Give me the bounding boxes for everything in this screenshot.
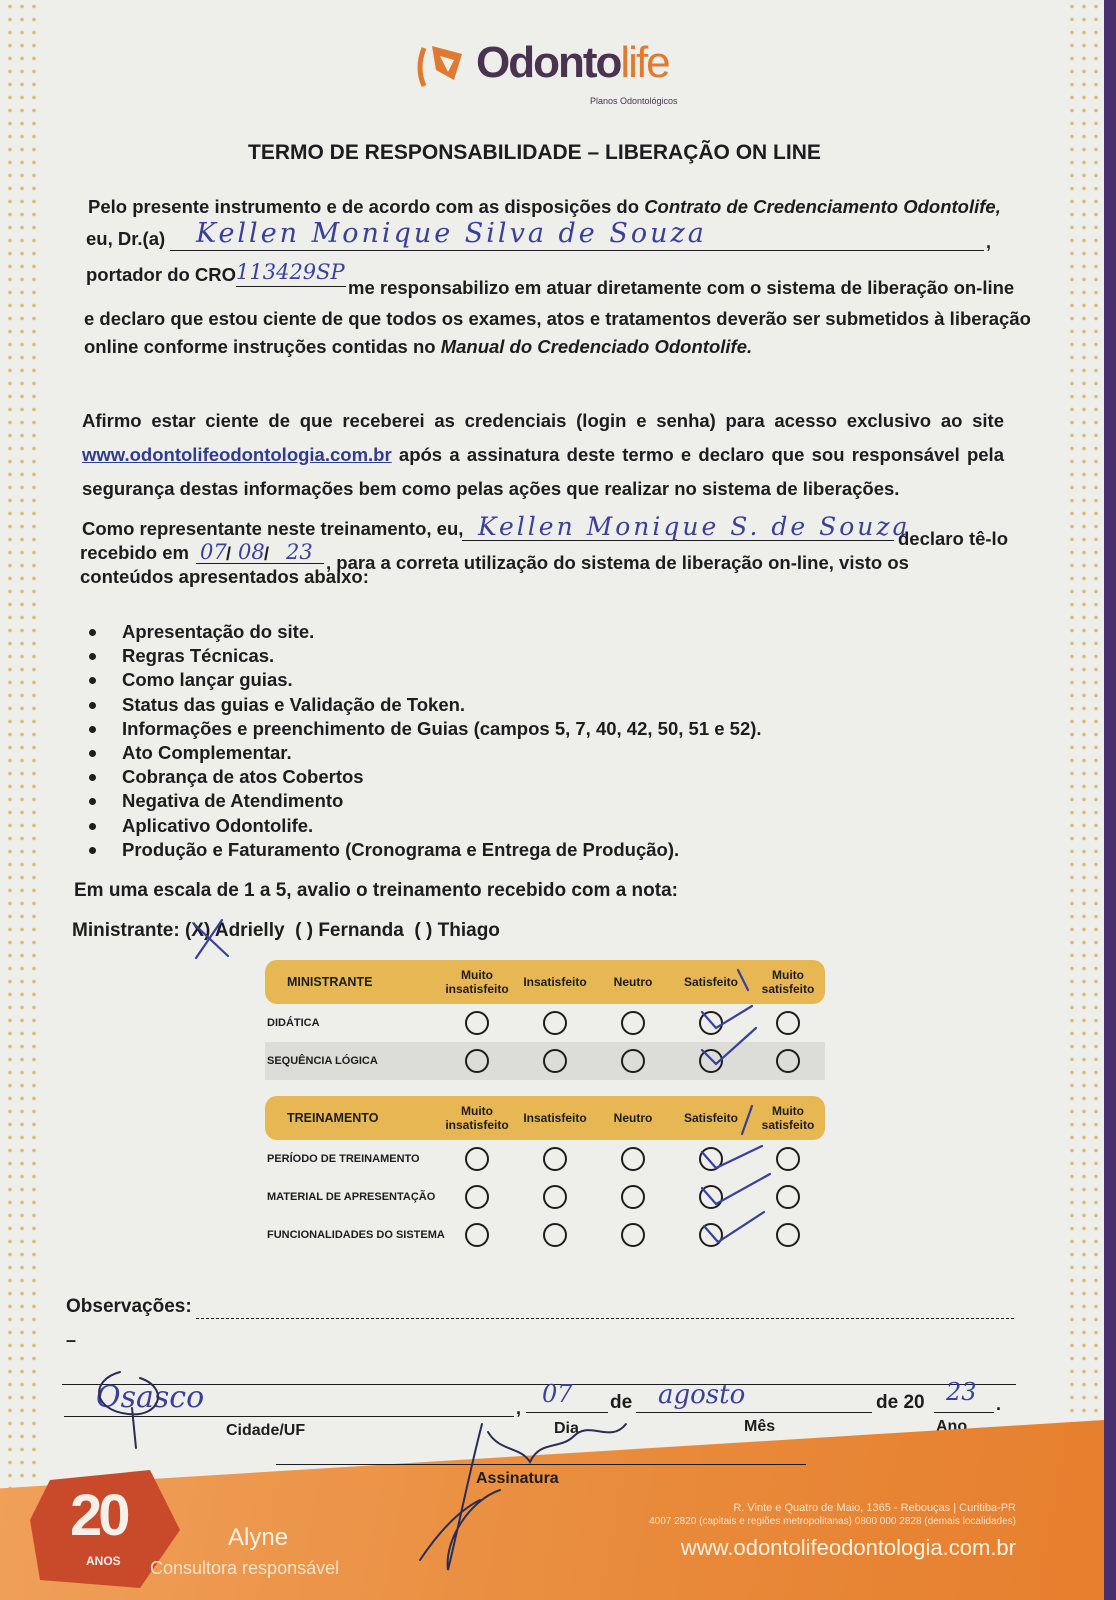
table-title: MINISTRANTE xyxy=(287,975,373,989)
table-row xyxy=(265,1140,825,1178)
radio-option[interactable] xyxy=(465,1147,489,1171)
para3-line3: conteúdos apresentados abaixo: xyxy=(80,566,369,587)
brand-tagline: Planos Odontológicos xyxy=(590,96,678,106)
row-label: DIDÁTICA xyxy=(267,1017,320,1029)
brand-name-part1: Odonto xyxy=(476,38,621,87)
radio-option[interactable] xyxy=(776,1223,800,1247)
sig-year-handwritten: 23 xyxy=(946,1378,977,1406)
brand-logo xyxy=(414,36,714,116)
row-label: PERÍODO DE TREINAMENTO xyxy=(267,1153,420,1165)
col-insatisfeito: Insatisfeito xyxy=(523,1111,587,1125)
para2-line1: Afirmo estar ciente de que receberei as credenciais (login e senha) para acesso exclusivo ao site xyxy=(82,410,1004,431)
radio-option[interactable] xyxy=(543,1011,567,1035)
radio-option[interactable] xyxy=(621,1049,645,1073)
row-label: MATERIAL DE APRESENTAÇÃO xyxy=(267,1191,436,1203)
para1-line4: e declaro que estou ciente de que todos os exames, atos e tratamentos deverão ser submetidos à liberação xyxy=(84,308,1031,329)
doctor-name-handwritten: Kellen Monique Silva de Souza xyxy=(196,218,707,249)
month-line xyxy=(636,1412,872,1413)
para1-line2-label: eu, Dr.(a) xyxy=(86,228,166,249)
para2-line2-text: após a assinatura deste termo e declaro que sou responsável pela xyxy=(391,444,1004,465)
para3-line2-label: recebido em xyxy=(80,542,189,563)
footer-site[interactable]: www.odontolifeodontologia.com.br xyxy=(680,1535,1016,1560)
ministrante-rating-table xyxy=(265,960,825,1080)
doctor-name-line xyxy=(170,250,984,251)
observacoes-dash: – xyxy=(66,1330,77,1350)
year-line xyxy=(934,1412,994,1413)
radio-option-selected[interactable] xyxy=(699,1185,723,1209)
month-label: Mês xyxy=(744,1418,776,1435)
table-row xyxy=(265,1042,825,1080)
para1-line5-text: online conforme instruções contidas no xyxy=(84,336,441,357)
para2-line2 xyxy=(82,444,1004,466)
option-fernanda: Fernanda xyxy=(313,920,404,941)
footer-phones: 4007 2820 (capitais e regiões metropolitanas) 0800 000 2828 (demais localidades) xyxy=(649,1516,1016,1527)
scale-instruction: Em uma escala de 1 a 5, avalio o treinamento recebido com a nota: xyxy=(74,880,678,901)
topic-item: Apresentação do site. xyxy=(86,620,762,644)
table-row xyxy=(265,1216,825,1254)
option-adrielly: Adrielly xyxy=(210,920,285,941)
observacoes-label: Observações: xyxy=(66,1296,192,1317)
radio-option[interactable] xyxy=(465,1011,489,1035)
radio-option[interactable] xyxy=(465,1049,489,1073)
radio-option-selected[interactable] xyxy=(699,1223,723,1247)
col-muito-insatisfeito: Muito insatisfeito xyxy=(445,1104,509,1132)
radio-option[interactable] xyxy=(621,1223,645,1247)
option-thiago: Thiago xyxy=(432,920,500,941)
radio-option[interactable] xyxy=(543,1185,567,1209)
radio-option[interactable] xyxy=(621,1147,645,1171)
sig-de-2: de 20 xyxy=(876,1392,925,1413)
document-title: TERMO DE RESPONSABILIDADE – LIBERAÇÃO ON LINE xyxy=(248,141,821,164)
logo-mark-icon xyxy=(414,40,474,94)
para1-line2-end: , xyxy=(986,232,992,252)
cro-line xyxy=(236,286,346,287)
topic-item: Status das guias e Validação de Token. xyxy=(86,693,762,717)
brand-name-part2: life xyxy=(620,38,669,87)
radio-option[interactable] xyxy=(776,1147,800,1171)
ministrante-options xyxy=(72,920,500,942)
sig-de-1: de xyxy=(610,1392,633,1413)
col-insatisfeito: Insatisfeito xyxy=(523,975,587,989)
treinamento-rating-table xyxy=(265,1096,825,1254)
para3-line2-text: , para a correta utilização do sistema de liberação on-line, visto os xyxy=(326,552,909,573)
sig-comma: , xyxy=(516,1398,522,1418)
topic-item: Produção e Faturamento (Cronograma e Entrega de Produção). xyxy=(86,838,762,862)
topic-item: Regras Técnicas. xyxy=(86,644,762,668)
topic-item: Negativa de Atendimento xyxy=(86,789,762,813)
para1-line3-label: portador do CRO xyxy=(86,264,237,285)
date-sep-1: / xyxy=(226,544,232,564)
consultant-name: Alyne xyxy=(228,1524,289,1551)
topics-list xyxy=(86,620,762,862)
option-adrielly-mark[interactable]: (X) xyxy=(184,920,211,941)
footer-address: R. Vinte e Quatro de Maio, 1365 - Rebouças | Curitiba-PR xyxy=(733,1502,1016,1514)
para1-line3-text: me responsabilizo em atuar diretamente com o sistema de liberação on-line xyxy=(348,277,1015,298)
table-row xyxy=(265,1004,825,1042)
topic-item: Cobrança de atos Cobertos xyxy=(86,765,762,789)
radio-option[interactable] xyxy=(465,1185,489,1209)
radio-option[interactable] xyxy=(776,1011,800,1035)
radio-option-selected[interactable] xyxy=(699,1147,723,1171)
table-header xyxy=(265,1096,825,1140)
date-year-handwritten: 23 xyxy=(286,540,313,564)
radio-option-selected[interactable] xyxy=(699,1049,723,1073)
day-line xyxy=(526,1412,608,1413)
consultant-role: Consultora responsável xyxy=(150,1558,340,1578)
year-label: Ano xyxy=(936,1418,968,1435)
rep-name-handwritten: Kellen Monique S. de Souza xyxy=(478,512,911,541)
table-header xyxy=(265,960,825,1004)
sig-period: . xyxy=(996,1394,1002,1414)
signature-line xyxy=(276,1464,806,1465)
col-muito-insatisfeito: Muito insatisfeito xyxy=(445,968,509,996)
site-link[interactable]: www.odontolifeodontologia.com.br xyxy=(82,444,392,465)
para1-line1-text: Pelo presente instrumento e de acordo com as disposições do xyxy=(88,196,645,217)
dot-border-right xyxy=(1066,0,1104,1600)
radio-option[interactable] xyxy=(465,1223,489,1247)
radio-option[interactable] xyxy=(543,1147,567,1171)
col-neutro: Neutro xyxy=(613,975,653,989)
col-satisfeito: Satisfeito xyxy=(683,975,738,989)
topic-item: Ato Complementar. xyxy=(86,741,762,765)
city-line xyxy=(64,1416,514,1417)
brand-name xyxy=(476,38,669,88)
table-row xyxy=(265,1178,825,1216)
radio-option-selected[interactable] xyxy=(699,1011,723,1035)
radio-option[interactable] xyxy=(776,1049,800,1073)
city-label: Cidade/UF xyxy=(226,1422,306,1439)
para1-line1 xyxy=(88,196,1001,218)
topic-item: Informações e preenchimento de Guias (campos 5, 7, 40, 42, 50, 51 e 52). xyxy=(86,717,762,741)
cro-handwritten: 113429SP xyxy=(236,260,345,284)
sig-month-handwritten: agosto xyxy=(658,1380,746,1410)
date-month-handwritten: 08 xyxy=(238,540,265,564)
table-title: TREINAMENTO xyxy=(287,1111,379,1125)
sig-day-handwritten: 07 xyxy=(542,1380,573,1408)
col-satisfeito: Satisfeito xyxy=(683,1111,738,1125)
manual-name: Manual do Credenciado Odontolife. xyxy=(440,336,753,357)
anniversary-word: ANOS xyxy=(86,1554,121,1568)
dot-border-left xyxy=(4,0,42,1600)
para1-line5 xyxy=(84,336,752,358)
observacoes-line-2 xyxy=(62,1384,1016,1385)
col-muito-satisfeito: Muito satisfeito xyxy=(761,968,815,996)
radio-option[interactable] xyxy=(543,1223,567,1247)
para2-line3: segurança destas informações bem como pelas ações que realizar no sistema de liberações. xyxy=(82,478,900,499)
topic-item: Aplicativo Odontolife. xyxy=(86,814,762,838)
para3-line1-end: declaro tê-lo xyxy=(898,528,1008,549)
observacoes-line xyxy=(196,1318,1014,1319)
row-label: SEQUÊNCIA LÓGICA xyxy=(267,1055,378,1067)
day-label: Dia xyxy=(554,1420,579,1437)
anniversary-number: 20 xyxy=(70,1483,127,1548)
para3-line1-label: Como representante neste treinamento, eu, xyxy=(82,518,464,539)
contract-name: Contrato de Credenciamento Odontolife, xyxy=(644,196,1001,217)
radio-option[interactable] xyxy=(776,1185,800,1209)
col-neutro: Neutro xyxy=(613,1111,653,1125)
option-fernanda-mark[interactable]: ( ) xyxy=(295,920,314,941)
date-day-handwritten: 07 xyxy=(200,540,227,564)
row-label: FUNCIONALIDADES DO SISTEMA xyxy=(267,1229,445,1241)
date-sep-2: / xyxy=(264,544,270,564)
radio-option[interactable] xyxy=(621,1185,645,1209)
option-thiago-mark[interactable]: ( ) xyxy=(414,920,433,941)
radio-option[interactable] xyxy=(543,1049,567,1073)
ministrante-label: Ministrante: xyxy=(72,920,185,941)
city-handwritten: Osasco xyxy=(96,1380,205,1415)
col-muito-satisfeito: Muito satisfeito xyxy=(761,1104,815,1132)
topic-item: Como lançar guias. xyxy=(86,668,762,692)
radio-option[interactable] xyxy=(621,1011,645,1035)
signature-label: Assinatura xyxy=(476,1470,559,1487)
